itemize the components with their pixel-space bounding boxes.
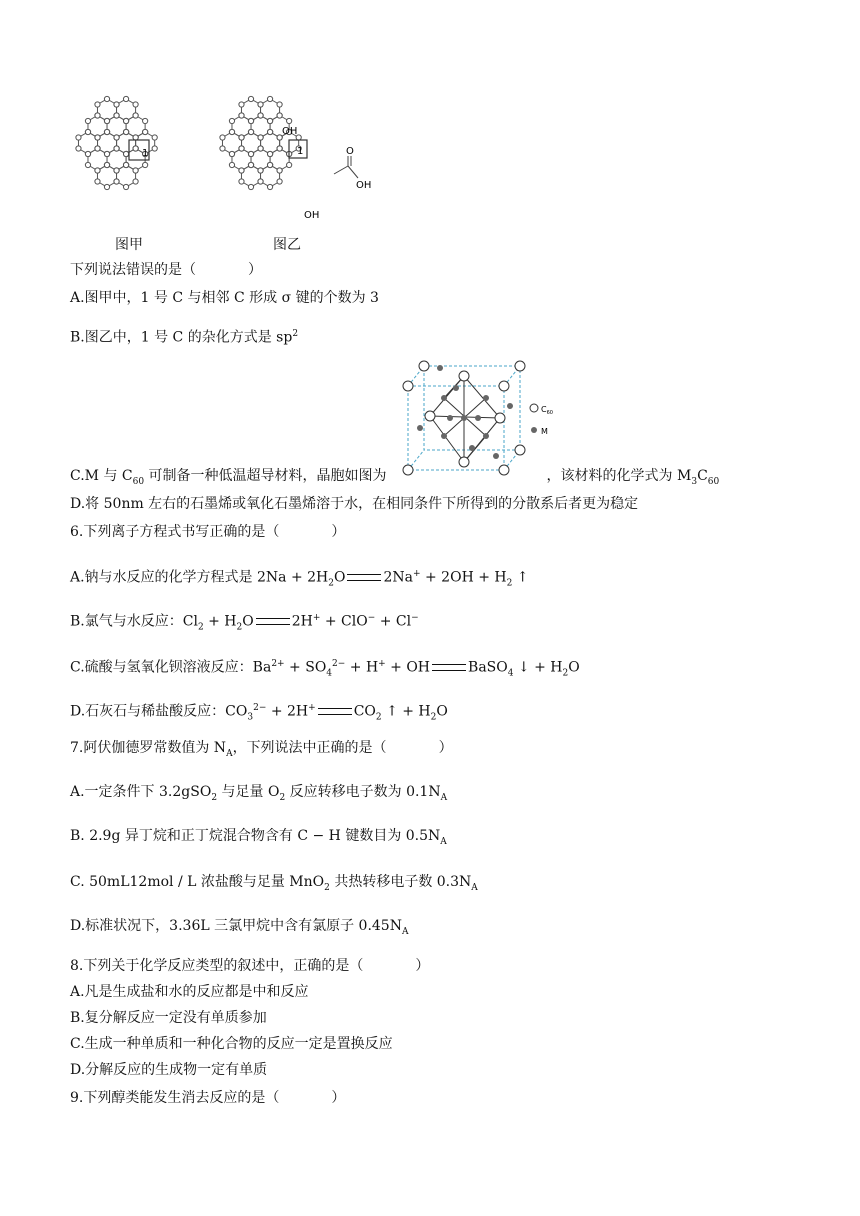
- oh-top-label: OH: [282, 126, 298, 137]
- figure-caption-yi: 图乙: [273, 237, 301, 253]
- q7-option-d: D.标准状况下，3.36L 三氯甲烷中含有氯原子 $0.45N_A$: [70, 918, 409, 937]
- q8-option-d: D.分解反应的生成物一定有单质: [70, 1062, 268, 1078]
- q5-option-b: B.图乙中，1 号 C 的杂化方式是 $sp^2$: [70, 329, 299, 346]
- oh-bottom-label: OH: [304, 210, 320, 221]
- legend-c60-sub: 60: [546, 410, 553, 416]
- carboxyl-oh-label: OH: [356, 180, 372, 191]
- svg-text:C60: [541, 405, 553, 416]
- q5-option-a: A.图甲中，1 号 C 与相邻 C 形成 σ 键的个数为 3: [70, 290, 379, 306]
- figure-caption-jia: 图甲: [115, 237, 143, 253]
- q5-option-c: C.M 与 $C_{60}$ 可制备一种低温超导材料，晶胞如图为 ，该材料的化学式为 $M_3C_{60}$: [70, 468, 720, 487]
- q8-stem: 8.下列关于化学反应类型的叙述中，正确的是（ ）: [70, 958, 430, 974]
- q8-option-b: B.复分解反应一定没有单质参加: [70, 1010, 267, 1026]
- legend-m: M: [541, 427, 548, 436]
- q8-option-a: A.凡是生成盐和水的反应都是中和反应: [70, 984, 309, 1000]
- q6-stem: 6.下列离子方程式书写正确的是（ ）: [70, 524, 346, 540]
- q6-option-a: A.钠与水反应的化学方程式是 $2Na + 2H_2O$ $2Na^+ + 2OH + H_2$ ↑: [70, 569, 529, 589]
- q7-option-c: C. 50mL12mol / L 浓盐酸与足量 MnO$_2$ 共热转移电子数 $0.3N_A$: [70, 874, 478, 893]
- marker-label: 1: [297, 146, 304, 157]
- carboxyl-o-label: O: [346, 146, 354, 157]
- q6-option-d: D.石灰石与稀盐酸反应：$CO_3^{2-} + 2H^+$ $CO_2$ ↑ + $H_2O$: [70, 703, 448, 723]
- crystal-cell-figure: [400, 358, 552, 476]
- q5-stem: 下列说法错误的是（ ）: [70, 262, 262, 278]
- q7-option-b: B. 2.9g 异丁烷和正丁烷混合物含有 C − H 键数目为 $0.5N_A$: [70, 828, 447, 847]
- graphene-oxide-figure: [212, 96, 372, 220]
- legend-c60: C: [541, 405, 547, 414]
- q9-stem: 9.下列醇类能发生消去反应的是（ ）: [70, 1090, 346, 1106]
- q6-option-b: B.氯气与水反应：$Cl_2 + H_2O$ 2H+ + ClO− + Cl−: [70, 613, 419, 633]
- q5-option-d: D.将 50nm 左右的石墨烯或氧化石墨烯溶于水，在相同条件下所得到的分散系后者更为稳定: [70, 496, 639, 512]
- marker-label: 1: [142, 148, 149, 159]
- q8-option-c: C.生成一种单质和一种化合物的反应一定是置换反应: [70, 1036, 393, 1052]
- q7-stem: 7.阿伏伽德罗常数值为 $N_A$，下列说法中正确的是（ ）: [70, 740, 453, 759]
- q6-option-c: C.硫酸与氢氧化钡溶液反应：$Ba^{2+} + SO_4^{2-} + H^+$ + OH BaSO$_4$ ↓ + $H_2O$: [70, 659, 580, 679]
- q7-option-a: A.一定条件下 3.2gSO$_2$ 与足量 $O_2$ 反应转移电子数为 $0.1N_A$: [70, 784, 448, 803]
- graphene-figure: [68, 96, 200, 216]
